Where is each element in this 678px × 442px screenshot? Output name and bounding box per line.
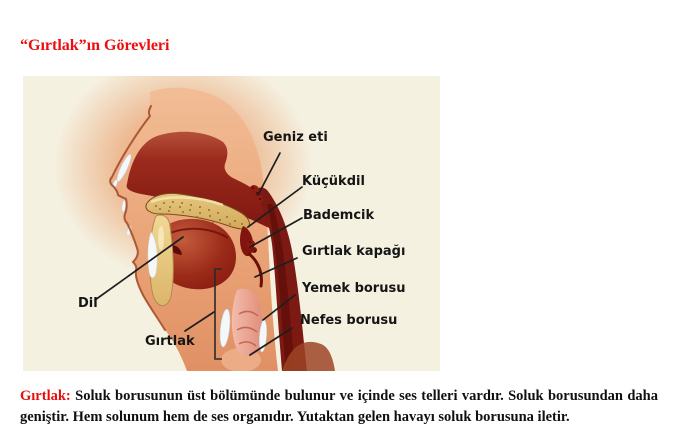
label-nefes-borusu: Nefes borusu <box>300 313 398 328</box>
esophagus <box>232 289 262 357</box>
page-title: “Gırtlak”ın Görevleri <box>20 37 170 54</box>
label-bademcik: Bademcik <box>303 208 375 223</box>
gland-highlight <box>158 226 164 250</box>
label-yemek-borusu: Yemek borusu <box>302 281 406 296</box>
description-body: Soluk borusunun üst bölümünde bulunur ve içinde ses telleri vardır. Soluk borusundan daha geniştir. Hem solunum hem de ses organıdır. Yutaktan gelen havayı soluk borusuna iletir. <box>20 388 658 425</box>
label-kucukdil: Küçükdil <box>302 174 365 189</box>
description-paragraph <box>20 386 658 428</box>
anatomy-figure <box>23 76 440 371</box>
label-dil: Dil <box>78 296 98 311</box>
label-geniz-eti: Geniz eti <box>263 130 328 145</box>
description-lead: Gırtlak: <box>20 388 71 404</box>
label-girtlak-kapagi: Gırtlak kapağı <box>302 244 406 259</box>
label-girtlak: Gırtlak <box>145 334 195 349</box>
